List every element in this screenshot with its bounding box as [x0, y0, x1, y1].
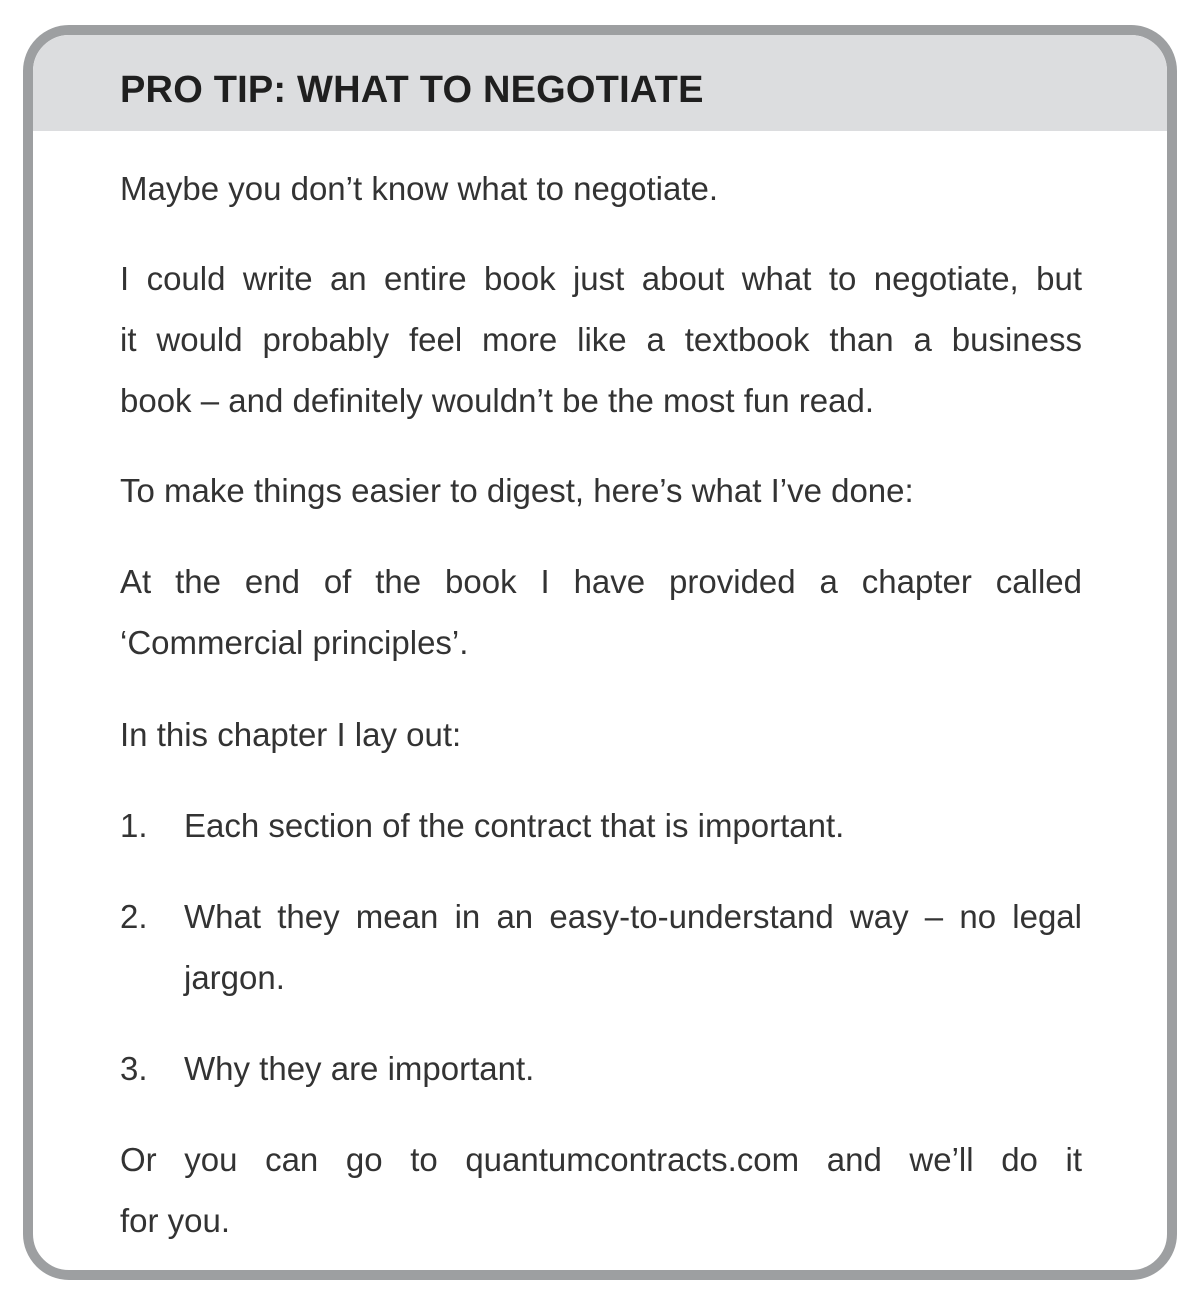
paragraph-intro [120, 158, 1082, 219]
text-line: it would probably feel more like a textbook than a business [120, 321, 1082, 358]
list-text [184, 795, 1082, 856]
tip-title: PRO TIP: WHAT TO NEGOTIATE [120, 69, 704, 111]
text-line: ‘Commercial principles’. [120, 624, 469, 661]
text-line: jargon. [184, 959, 285, 996]
text-line: What they mean in an easy-to-understand way – no legal [184, 898, 1082, 935]
text-line: for you. [120, 1202, 231, 1239]
text-line: Or you can go to quantumcontracts.com and we’ll do it [120, 1141, 1082, 1178]
text-line: In this chapter I lay out: [120, 716, 462, 753]
pro-tip-box [23, 25, 1177, 1280]
tip-header [33, 35, 1167, 131]
paragraph-digest [120, 460, 1082, 521]
paragraph-chapter [120, 551, 1082, 673]
paragraph-lay-out [120, 704, 1082, 765]
text-line: Maybe you don’t know what to negotiate. [120, 170, 719, 207]
list-number: 1. [120, 807, 148, 844]
paragraph-book [120, 248, 1082, 431]
paragraph-closing [120, 1129, 1082, 1251]
list-number: 2. [120, 898, 148, 935]
list-number: 3. [120, 1050, 148, 1087]
text-line: At the end of the book I have provided a chapter called [120, 563, 1082, 600]
list-text [184, 1038, 1082, 1099]
text-line: Why they are important. [184, 1050, 535, 1087]
list-text [184, 886, 1082, 1008]
text-line: book – and definitely wouldn’t be the most fun read. [120, 382, 874, 419]
text-line: Each section of the contract that is important. [184, 807, 845, 844]
text-line: I could write an entire book just about what to negotiate, but [120, 260, 1082, 297]
text-line: To make things easier to digest, here’s what I’ve done: [120, 472, 914, 509]
